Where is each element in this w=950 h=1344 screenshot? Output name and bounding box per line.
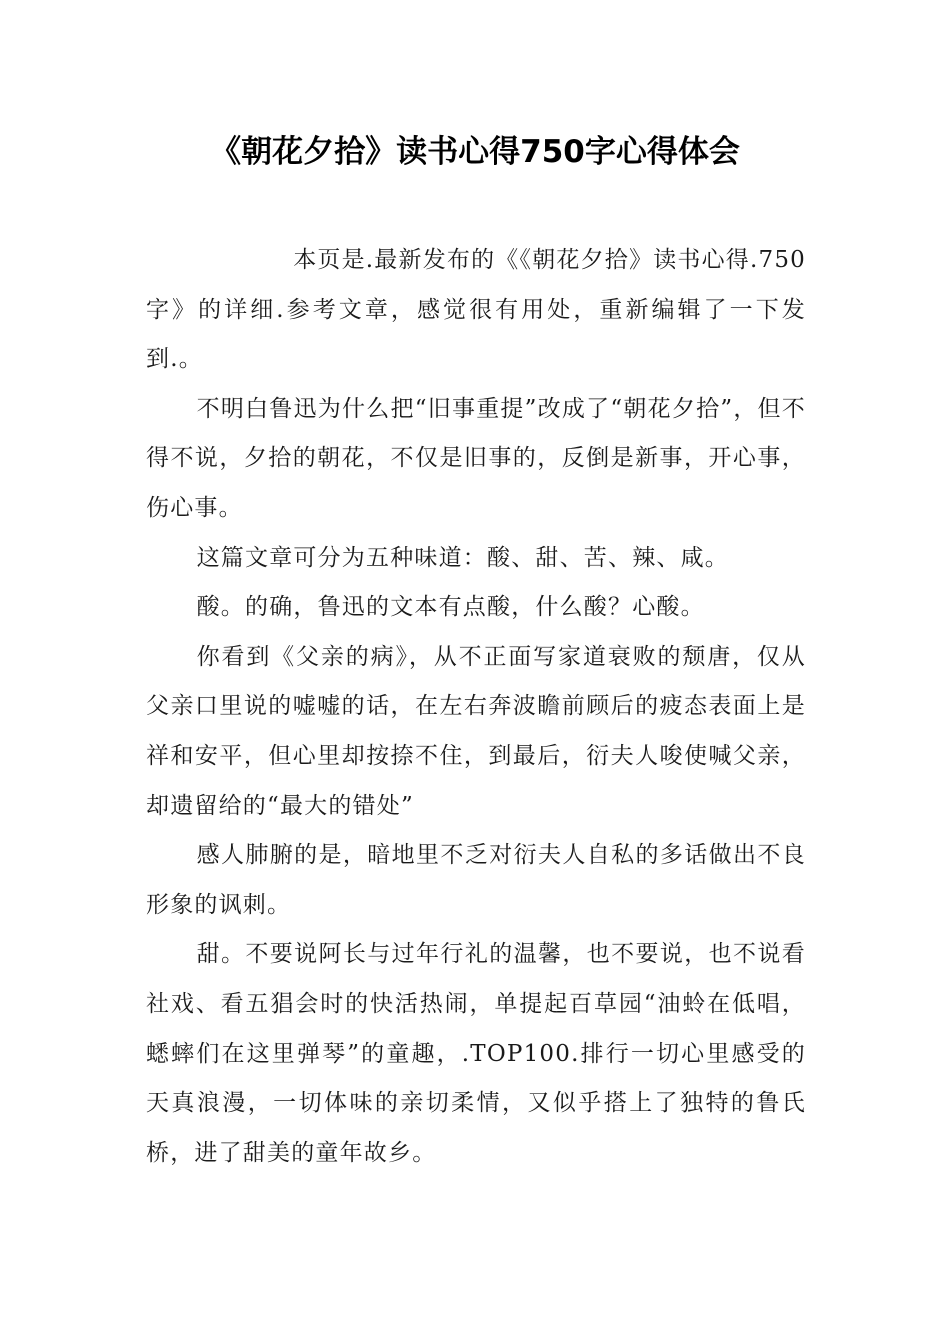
document-body [146, 236, 806, 1178]
paragraph-sweet: 甜。不要说阿长与过年行礼的温馨，也不要说，也不说看社戏、看五猖会时的快活热闹，单提起百草园“油蛉在低唱，蟋蟀们在这里弹琴”的童趣，.TOP100.排行一切心里感受的天真浪漫，一切体味的亲切柔情，又似乎搭上了独特的鲁氏桥，进了甜美的童年故乡。 [146, 941, 806, 1166]
paragraph-five-flavors: 这篇文章可分为五种味道：酸、甜、苦、辣、咸。 [196, 544, 729, 571]
paragraph-sour: 酸。的确，鲁迅的文本有点酸，什么酸？心酸。 [196, 594, 705, 621]
paragraph-father-illness: 你看到《父亲的病》，从不正面写家道衰败的颓唐，仅从父亲口里说的嘘嘘的话，在左右奔波瞻前顾后的疲态表面上是祥和安平，但心里却按捺不住，到最后，衍夫人唆使喊父亲，却遗留给的“最大的错处” [146, 643, 806, 819]
document-title: 《朝花夕拾》读书心得750字心得体会 [210, 134, 740, 170]
paragraph-intro: 本页是.最新发布的《《朝花夕拾》读书心得.750字》的详细.参考文章，感觉很有用处，重新编辑了一下发到.。 [146, 247, 807, 373]
paragraph-title-change: 不明白鲁迅为什么把“旧事重提”改成了“朝花夕拾”，但不得不说，夕拾的朝花，不仅是旧事的，反倒是新事，开心事，伤心事。 [146, 395, 806, 521]
paragraph-satire: 感人肺腑的是，暗地里不乏对衍夫人自私的多话做出不良形象的讽刺。 [146, 842, 806, 918]
